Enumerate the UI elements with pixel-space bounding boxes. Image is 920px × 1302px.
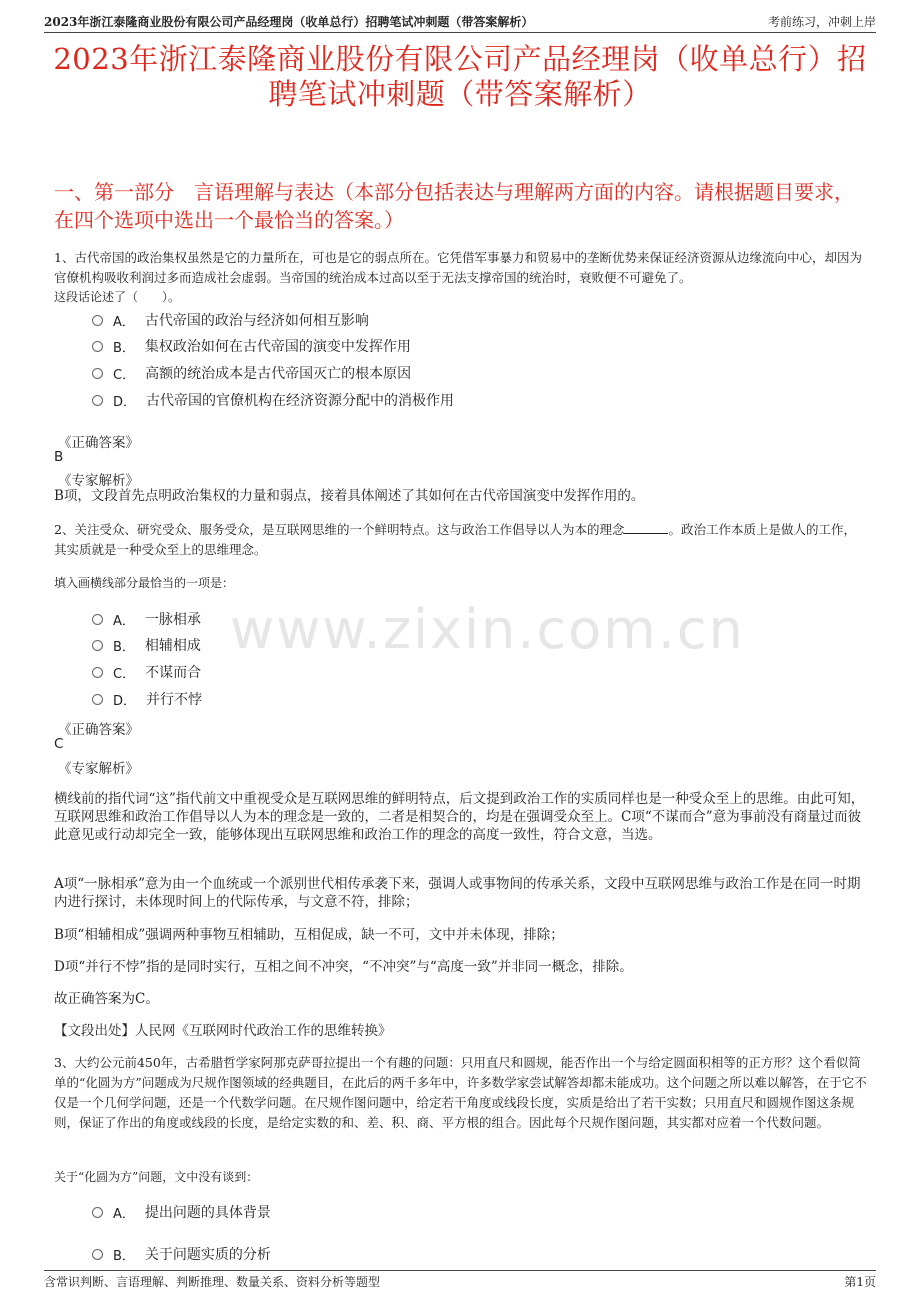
q2-stem-before: 2、关注受众、研究受众、服务受众，是互联网思维的一个鲜明特点。这与政治工作倡导以人为本的理念 xyxy=(54,522,625,537)
q1-answer-label: 《正确答案》 xyxy=(58,435,139,451)
q2-analysis-label: 《专家解析》 xyxy=(58,761,139,777)
q1-answer: B xyxy=(54,449,64,465)
q2-stem xyxy=(54,520,868,560)
page-header xyxy=(44,10,876,33)
page-title: 2023年浙江泰隆商业股份有限公司产品经理岗（收单总行）招聘笔试冲刺题（带答案解析） xyxy=(53,42,867,111)
page-footer xyxy=(44,1270,876,1290)
q3-option-a[interactable] xyxy=(92,1202,271,1222)
option-letter: B． xyxy=(113,340,135,356)
q2-source: 【文段出处】人民网《互联网时代政治工作的思维转换》 xyxy=(54,1023,392,1039)
radio-icon[interactable] xyxy=(92,614,103,625)
option-text: 相辅相成 xyxy=(144,638,201,654)
header-left-text: 2023年浙江泰隆商业股份有限公司产品经理岗（收单总行）招聘笔试冲刺题（带答案解析） xyxy=(44,15,534,29)
q3-stem: 3、大约公元前450年，古希腊哲学家阿那克萨哥拉提出一个有趣的问题：只用直尺和圆规，能否作出一个与给定圆面积相等的正方形？这个看似简单的“化圆为方”问题成为尺规作图领域的经典题目，在此后的两千多年中，许多数学家尝试解答却都未能成功。这个问题之所以难以解答，在于它不仅是一个几何学问题，还是一个代数学问题。在尺规作图问题中，给定若干角度或线段长度，实质是给出了若干实数；只用直尺和圆规作图这条规则，保证了作出的角度或线段的长度，是给定实数的和、差、积、商、平方根的组合。因此每个尺规作图问题，其实都对应着一个代数问题。 xyxy=(54,1055,867,1130)
q2-analysis-p3: B项“相辅相成”强调两种事物互相辅助，互相促成，缺一不可，文中并未体现，排除； xyxy=(54,927,564,943)
q2-option-d[interactable] xyxy=(92,689,202,709)
radio-icon[interactable] xyxy=(92,368,103,379)
q1-option-a[interactable] xyxy=(92,310,369,330)
option-letter: A． xyxy=(113,1206,135,1222)
option-letter: B． xyxy=(113,1248,135,1264)
q3-prompt: 关于“化圆为方”问题，文中没有谈到： xyxy=(54,1170,259,1184)
radio-icon[interactable] xyxy=(92,694,103,705)
radio-icon[interactable] xyxy=(92,395,103,406)
q2-analysis-p4: D项“并行不悖”指的是同时实行，互相之间不冲突，“不冲突”与“高度一致”并非同一概念，排除。 xyxy=(54,959,633,975)
option-text: 古代帝国的政治与经济如何相互影响 xyxy=(144,313,369,329)
q2-option-a[interactable] xyxy=(92,609,201,629)
section-title: 一、第一部分 言语理解与表达（本部分包括表达与理解两方面的内容。请根据题目要求，在四个选项中选出一个最恰当的答案。） xyxy=(54,180,854,232)
q2-analysis-p5: 故正确答案为C。 xyxy=(54,991,159,1007)
q1-analysis-label: 《专家解析》 xyxy=(58,473,139,489)
radio-icon[interactable] xyxy=(92,1249,103,1260)
radio-icon[interactable] xyxy=(92,667,103,678)
q3-option-b[interactable] xyxy=(92,1244,271,1264)
q2-analysis-p1: 横线前的指代词“这”指代前文中重视受众是互联网思维的鲜明特点，后文提到政治工作的实质同样也是一种受众至上的思维。由此可知，互联网思维和政治工作倡导以人为本的理念是一致的，二者是相契合的，均是在强调受众至上。C项“不谋而合”意为事前没有商量过而彼此意见或行动却完全一致，能够体现出互联网思维和政治工作的理念的高度一致性，符合文意，当选。 xyxy=(54,791,865,843)
q2-analysis-p2: A项“一脉相承”意为由一个血统或一个派别世代相传承袭下来，强调人或事物间的传承关系，文段中互联网思维与政治工作是在同一时期内进行探讨，未体现时间上的代际传承，与文意不符，排除； xyxy=(54,876,861,910)
q1-analysis: B项，文段首先点明政治集权的力量和弱点，接着具体阐述了其如何在古代帝国演变中发挥作用的。 xyxy=(54,488,645,504)
radio-icon[interactable] xyxy=(92,640,103,651)
option-letter: D． xyxy=(113,394,137,410)
option-letter: C． xyxy=(113,666,136,682)
q2-option-c[interactable] xyxy=(92,662,201,682)
option-letter: A． xyxy=(113,314,135,330)
watermark: www.zixin.com.cn xyxy=(230,598,745,661)
q2-answer-label: 《正确答案》 xyxy=(58,722,139,738)
option-text: 并行不悖 xyxy=(146,692,203,708)
q2-option-b[interactable] xyxy=(92,635,201,655)
radio-icon[interactable] xyxy=(92,1207,103,1218)
header-right-text: 考前练习，冲刺上岸 xyxy=(767,15,876,29)
option-text: 一脉相承 xyxy=(144,612,201,628)
option-text: 提出问题的具体背景 xyxy=(144,1205,271,1221)
radio-icon[interactable] xyxy=(92,315,103,326)
footer-left-text: 含常识判断、言语理解、判断推理、数量关系、资料分析等题型 xyxy=(44,1275,381,1289)
option-letter: A． xyxy=(113,613,135,629)
option-text: 关于问题实质的分析 xyxy=(144,1247,271,1263)
option-text: 高额的统治成本是古代帝国灭亡的根本原因 xyxy=(145,366,412,382)
q1-option-d[interactable] xyxy=(92,390,454,410)
option-letter: C． xyxy=(113,367,136,383)
q2-prompt: 填入画横线部分最恰当的一项是： xyxy=(54,576,235,590)
q1-option-b[interactable] xyxy=(92,336,411,356)
option-text: 不谋而合 xyxy=(145,665,202,681)
option-letter: B． xyxy=(113,639,135,655)
fill-blank xyxy=(624,521,668,534)
option-text: 古代帝国的官僚机构在经济资源分配中的消极作用 xyxy=(146,393,455,409)
option-text: 集权政治如何在古代帝国的演变中发挥作用 xyxy=(144,339,411,355)
q2-answer: C xyxy=(54,736,64,752)
page-number: 第1页 xyxy=(844,1275,876,1289)
option-letter: D． xyxy=(113,693,137,709)
radio-icon[interactable] xyxy=(92,341,103,352)
q1-stem: 1、古代帝国的政治集权虽然是它的力量所在，可也是它的弱点所在。它凭借军事暴力和贸易中的垄断优势来保证经济资源从边缘流向中心，却因为官僚机构吸收利润过多而造成社会虚弱。当帝国的统治成本过高以至于无法支撑帝国的统治时，衰败便不可避免了。 xyxy=(54,250,862,285)
q1-prompt: 这段话论述了（ ）。 xyxy=(54,290,181,304)
q2-stem-after: 。政治工作本质上是做人的工作，其实质就是一种受众至上的思维理念。 xyxy=(54,522,856,557)
q1-option-c[interactable] xyxy=(92,363,411,383)
